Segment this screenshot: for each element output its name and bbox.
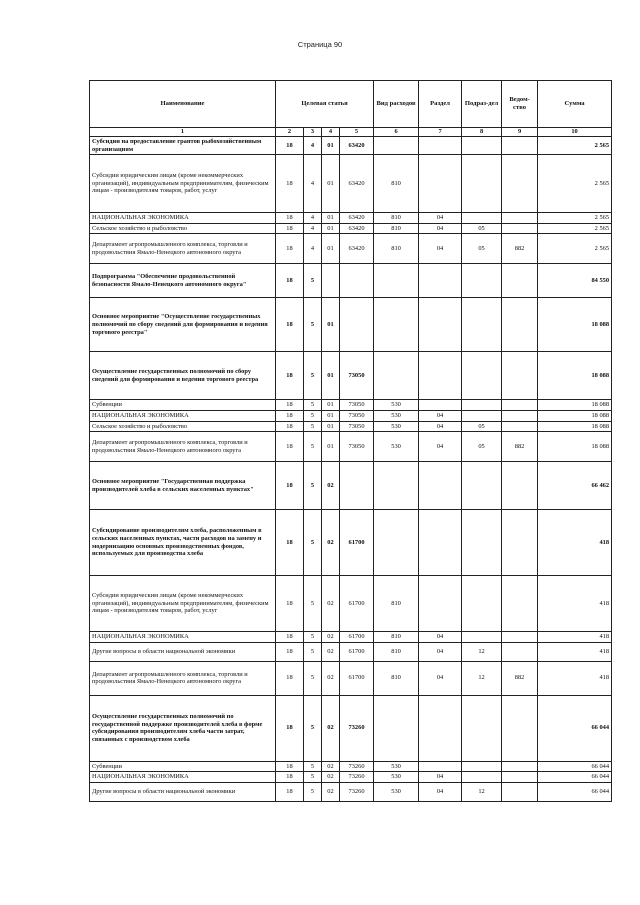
row-name-cell: Подпрограмма "Обеспечение продовольственной безопасности Ямало-Ненецкого автономного округа" [90,264,276,298]
table-row [90,400,612,411]
expense-type-cell: 810 [374,155,419,213]
column-number: 3 [304,128,322,137]
department-cell [502,695,538,761]
expense-type-cell: 530 [374,782,419,801]
column-number: 8 [462,128,502,137]
target-event-cell: 01 [322,410,340,421]
sum-cell: 18 088 [538,298,612,352]
target-program-cell: 18 [276,352,304,400]
expense-type-cell [374,695,419,761]
target-direction-cell: 73260 [340,772,374,783]
target-subprogram-cell: 5 [304,462,322,510]
expense-type-cell: 810 [374,234,419,264]
table-row [90,264,612,298]
table-row [90,298,612,352]
sum-cell: 418 [538,661,612,695]
section-cell [419,761,462,772]
target-subprogram-cell: 5 [304,761,322,772]
table-row [90,137,612,155]
department-cell [502,761,538,772]
department-cell [502,137,538,155]
target-direction-cell [340,264,374,298]
target-direction-cell: 61700 [340,632,374,643]
target-subprogram-cell: 4 [304,234,322,264]
subsection-cell [462,576,502,632]
department-cell [502,642,538,661]
expense-type-cell [374,352,419,400]
target-subprogram-cell: 5 [304,782,322,801]
section-cell: 04 [419,213,462,224]
section-cell: 04 [419,772,462,783]
department-cell [502,576,538,632]
target-event-cell: 01 [322,137,340,155]
section-cell [419,510,462,576]
target-program-cell: 18 [276,642,304,661]
target-direction-cell: 73260 [340,695,374,761]
section-cell: 04 [419,432,462,462]
target-event-cell: 02 [322,782,340,801]
subsection-cell: 05 [462,432,502,462]
target-direction-cell: 61700 [340,642,374,661]
row-name-cell: Департамент агропромышленного комплекса, торговли и продовольствия Ямало-Ненецкого автономного округа [90,661,276,695]
sum-cell: 84 550 [538,264,612,298]
header-name: Наименование [90,81,276,128]
target-program-cell: 18 [276,410,304,421]
sum-cell: 418 [538,510,612,576]
row-name-cell: Другие вопросы в области национальной экономики [90,642,276,661]
sum-cell: 418 [538,576,612,632]
target-event-cell: 02 [322,462,340,510]
table-row [90,213,612,224]
target-direction-cell: 63420 [340,223,374,234]
row-name-cell: Департамент агропромышленного комплекса, торговли и продовольствия Ямало-Ненецкого автономного округа [90,234,276,264]
target-event-cell: 01 [322,223,340,234]
target-program-cell: 18 [276,298,304,352]
target-event-cell: 01 [322,400,340,411]
expense-type-cell: 810 [374,642,419,661]
target-program-cell: 18 [276,782,304,801]
table-row [90,223,612,234]
target-event-cell: 01 [322,352,340,400]
target-subprogram-cell: 4 [304,155,322,213]
target-program-cell: 18 [276,137,304,155]
target-program-cell: 18 [276,432,304,462]
target-direction-cell: 73260 [340,782,374,801]
target-program-cell: 18 [276,661,304,695]
table-row [90,352,612,400]
expense-type-cell: 810 [374,661,419,695]
target-direction-cell: 63420 [340,155,374,213]
target-subprogram-cell: 4 [304,137,322,155]
expense-type-cell [374,264,419,298]
target-direction-cell: 73050 [340,432,374,462]
target-subprogram-cell: 5 [304,432,322,462]
column-number: 2 [276,128,304,137]
section-cell: 04 [419,234,462,264]
sum-cell: 66 044 [538,695,612,761]
expense-type-cell: 530 [374,410,419,421]
column-number: 6 [374,128,419,137]
row-name-cell: Субвенции [90,761,276,772]
header-target-article: Целевая статья [276,81,374,128]
table-row [90,761,612,772]
target-direction-cell: 73260 [340,761,374,772]
target-program-cell: 18 [276,155,304,213]
target-subprogram-cell: 5 [304,772,322,783]
row-name-cell: Сельское хозяйство и рыболовство [90,421,276,432]
table-row [90,642,612,661]
subsection-cell [462,400,502,411]
target-program-cell: 18 [276,213,304,224]
row-name-cell: НАЦИОНАЛЬНАЯ ЭКОНОМИКА [90,410,276,421]
department-cell [502,632,538,643]
target-direction-cell: 73050 [340,421,374,432]
subsection-cell [462,695,502,761]
target-event-cell: 01 [322,421,340,432]
target-subprogram-cell: 5 [304,642,322,661]
department-cell [502,400,538,411]
target-event-cell: 02 [322,510,340,576]
target-subprogram-cell: 5 [304,632,322,643]
target-event-cell [322,264,340,298]
sum-cell: 2 565 [538,223,612,234]
expense-type-cell: 530 [374,772,419,783]
sum-cell: 66 462 [538,462,612,510]
subsection-cell: 12 [462,642,502,661]
header-row [90,81,612,128]
target-program-cell: 18 [276,462,304,510]
target-subprogram-cell: 5 [304,298,322,352]
target-direction-cell: 73050 [340,352,374,400]
department-cell [502,298,538,352]
expense-type-cell: 530 [374,432,419,462]
target-direction-cell: 73050 [340,400,374,411]
subsection-cell: 05 [462,234,502,264]
target-event-cell: 01 [322,234,340,264]
table-row [90,510,612,576]
sum-cell: 418 [538,632,612,643]
target-program-cell: 18 [276,576,304,632]
expense-type-cell: 810 [374,632,419,643]
target-subprogram-cell: 5 [304,400,322,411]
table-row [90,576,612,632]
row-name-cell: Субвенции [90,400,276,411]
row-name-cell: Департамент агропромышленного комплекса, торговли и продовольствия Ямало-Ненецкого автономного округа [90,432,276,462]
department-cell [502,421,538,432]
department-cell [502,782,538,801]
table-body [90,137,612,802]
subsection-cell: 05 [462,223,502,234]
subsection-cell [462,352,502,400]
sum-cell: 18 088 [538,352,612,400]
sum-cell: 66 044 [538,761,612,772]
department-cell [502,410,538,421]
header-section: Раздел [419,81,462,128]
table-row [90,782,612,801]
sum-cell: 2 565 [538,155,612,213]
target-direction-cell [340,298,374,352]
row-name-cell: Субсидии юридическим лицам (кроме некоммерческих организаций), индивидуальным предпринимателям, физическим лицам - производителям товаров, работ, услуг [90,155,276,213]
section-cell [419,695,462,761]
target-direction-cell [340,462,374,510]
sum-cell: 18 088 [538,400,612,411]
section-cell: 04 [419,642,462,661]
target-program-cell: 18 [276,695,304,761]
section-cell [419,576,462,632]
subsection-cell [462,137,502,155]
target-direction-cell: 61700 [340,576,374,632]
sum-cell: 418 [538,642,612,661]
subsection-cell [462,462,502,510]
column-number: 1 [90,128,276,137]
expense-type-cell [374,510,419,576]
target-event-cell: 02 [322,772,340,783]
target-program-cell: 18 [276,761,304,772]
section-cell: 04 [419,421,462,432]
target-program-cell: 18 [276,400,304,411]
sum-cell: 18 088 [538,421,612,432]
target-subprogram-cell: 5 [304,264,322,298]
target-subprogram-cell: 5 [304,695,322,761]
subsection-cell [462,632,502,643]
row-name-cell: Сельское хозяйство и рыболовство [90,223,276,234]
row-name-cell: Осуществление государственных полномочий по сбору сведений для формирования и ведения торгового реестра [90,352,276,400]
target-event-cell: 02 [322,761,340,772]
expense-type-cell: 810 [374,213,419,224]
expense-type-cell [374,462,419,510]
target-program-cell: 18 [276,510,304,576]
column-number-row [90,128,612,137]
column-number: 5 [340,128,374,137]
target-subprogram-cell: 4 [304,213,322,224]
row-name-cell: Субсидии юридическим лицам (кроме некоммерческих организаций), индивидуальным предпринимателям, физическим лицам - производителям товаров, работ, услуг [90,576,276,632]
target-subprogram-cell: 4 [304,223,322,234]
department-cell [502,213,538,224]
row-name-cell: Субсидирование производителям хлеба, расположенным в сельских населенных пунктах, части расходов на замену и модернизацию основных производственных фондов, используемых для производства хлеба [90,510,276,576]
section-cell [419,264,462,298]
page-header: Страница 90 [297,40,343,49]
section-cell [419,400,462,411]
target-direction-cell: 73050 [340,410,374,421]
row-name-cell: НАЦИОНАЛЬНАЯ ЭКОНОМИКА [90,632,276,643]
table-row [90,432,612,462]
column-number: 10 [538,128,612,137]
section-cell: 04 [419,223,462,234]
row-name-cell: НАЦИОНАЛЬНАЯ ЭКОНОМИКА [90,213,276,224]
section-cell: 04 [419,632,462,643]
target-subprogram-cell: 5 [304,510,322,576]
column-number: 9 [502,128,538,137]
target-event-cell: 01 [322,298,340,352]
target-subprogram-cell: 5 [304,576,322,632]
sum-cell: 66 044 [538,782,612,801]
target-subprogram-cell: 5 [304,352,322,400]
budget-table [89,80,612,802]
department-cell: 882 [502,661,538,695]
subsection-cell [462,761,502,772]
section-cell [419,137,462,155]
table-row [90,234,612,264]
header-expense-type: Вид расходов [374,81,419,128]
target-event-cell: 02 [322,661,340,695]
subsection-cell: 05 [462,421,502,432]
section-cell: 04 [419,410,462,421]
column-number: 4 [322,128,340,137]
subsection-cell [462,155,502,213]
target-event-cell: 01 [322,432,340,462]
subsection-cell [462,298,502,352]
department-cell: 882 [502,432,538,462]
table-row [90,462,612,510]
target-program-cell: 18 [276,264,304,298]
target-event-cell: 02 [322,695,340,761]
expense-type-cell: 530 [374,421,419,432]
target-subprogram-cell: 5 [304,421,322,432]
section-cell [419,352,462,400]
department-cell [502,772,538,783]
target-event-cell: 02 [322,642,340,661]
sum-cell: 2 565 [538,234,612,264]
subsection-cell: 12 [462,782,502,801]
subsection-cell [462,772,502,783]
subsection-cell [462,264,502,298]
section-cell [419,298,462,352]
header-department: Ведом-ство [502,81,538,128]
department-cell [502,462,538,510]
table-row [90,421,612,432]
expense-type-cell [374,298,419,352]
subsection-cell: 12 [462,661,502,695]
target-direction-cell: 61700 [340,510,374,576]
target-direction-cell: 63420 [340,213,374,224]
expense-type-cell: 810 [374,223,419,234]
target-program-cell: 18 [276,234,304,264]
subsection-cell [462,510,502,576]
department-cell [502,264,538,298]
target-subprogram-cell: 5 [304,661,322,695]
expense-type-cell: 530 [374,400,419,411]
table-row [90,632,612,643]
sum-cell: 66 044 [538,772,612,783]
expense-type-cell: 810 [374,576,419,632]
table-row [90,155,612,213]
target-event-cell: 02 [322,576,340,632]
target-subprogram-cell: 5 [304,410,322,421]
target-program-cell: 18 [276,772,304,783]
row-name-cell: Субсидии на предоставление грантов рыбохозяйственным организациям [90,137,276,155]
expense-type-cell [374,137,419,155]
target-event-cell: 02 [322,632,340,643]
subsection-cell [462,410,502,421]
column-number: 7 [419,128,462,137]
sum-cell: 2 565 [538,137,612,155]
sum-cell: 18 088 [538,410,612,421]
department-cell [502,223,538,234]
subsection-cell [462,213,502,224]
department-cell [502,155,538,213]
target-direction-cell: 63420 [340,137,374,155]
table-row [90,661,612,695]
table-row [90,410,612,421]
budget-table-container [89,80,611,802]
table-row [90,772,612,783]
section-cell [419,155,462,213]
target-program-cell: 18 [276,421,304,432]
target-direction-cell: 61700 [340,661,374,695]
row-name-cell: Другие вопросы в области национальной экономики [90,782,276,801]
row-name-cell: Основное мероприятие "Государственная поддержка производителей хлеба в сельских населенных пунктах" [90,462,276,510]
row-name-cell: Основное мероприятие "Осуществление государственных полномочий по сбору сведений для формирования и ведения торгового реестра" [90,298,276,352]
department-cell: 882 [502,234,538,264]
target-program-cell: 18 [276,632,304,643]
target-direction-cell: 63420 [340,234,374,264]
header-subsection: Подраз-дел [462,81,502,128]
sum-cell: 2 565 [538,213,612,224]
department-cell [502,510,538,576]
expense-type-cell: 530 [374,761,419,772]
sum-cell: 18 088 [538,432,612,462]
target-program-cell: 18 [276,223,304,234]
table-row [90,695,612,761]
target-event-cell: 01 [322,155,340,213]
row-name-cell: Осуществление государственных полномочий по государственной поддержке производителей хлеба в форме субсидирования производителям хлеба части затрат, связанных с производством хлеба [90,695,276,761]
row-name-cell: НАЦИОНАЛЬНАЯ ЭКОНОМИКА [90,772,276,783]
section-cell: 04 [419,661,462,695]
section-cell: 04 [419,782,462,801]
target-event-cell: 01 [322,213,340,224]
department-cell [502,352,538,400]
section-cell [419,462,462,510]
header-sum: Сумма [538,81,612,128]
